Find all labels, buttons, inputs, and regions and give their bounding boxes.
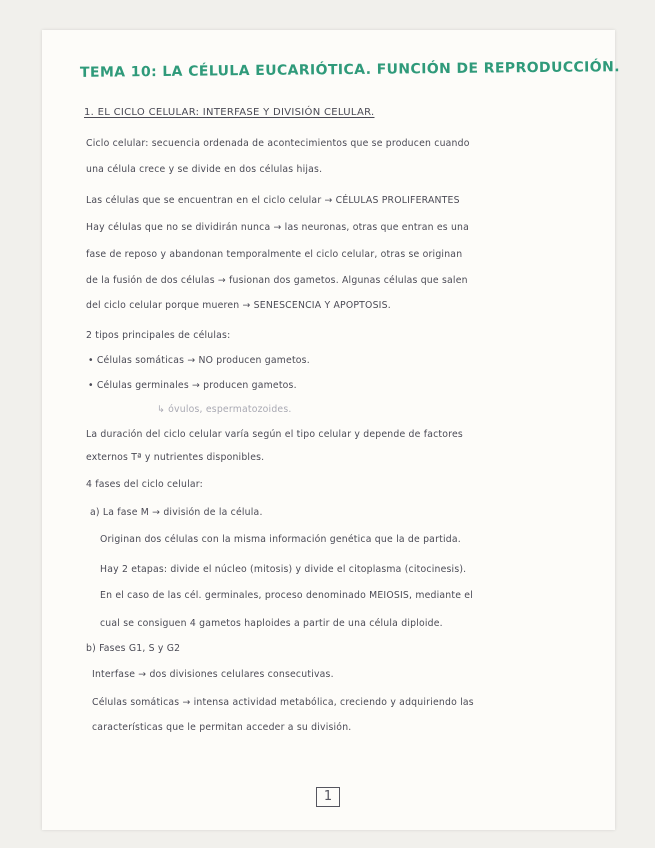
subsection-heading: b) Fases G1, S y G2	[86, 643, 181, 654]
text-line: Células somáticas → intensa actividad metabólica, creciendo y adquiriendo las	[92, 697, 474, 708]
text-line: 2 tipos principales de células:	[86, 330, 231, 341]
subsection-heading: a) La fase M → división de la célula.	[90, 507, 263, 518]
text-line: del ciclo celular porque mueren → SENESCENCIA Y APOPTOSIS.	[86, 300, 391, 311]
text-line: fase de reposo y abandonan temporalmente el ciclo celular, otras se originan	[86, 249, 463, 260]
text-line: Hay 2 etapas: divide el núcleo (mitosis) y divide el citoplasma (citocinesis).	[100, 564, 467, 575]
text-line: externos Tª y nutrientes disponibles.	[86, 452, 265, 463]
text-line: características que le permitan acceder a su división.	[92, 722, 352, 733]
text-line: 4 fases del ciclo celular:	[86, 479, 203, 490]
text-line: de la fusión de dos células → fusionan dos gametos. Algunas células que salen	[86, 275, 468, 286]
text-line: Hay células que no se dividirán nunca → las neuronas, otras que entran es una	[86, 222, 470, 233]
page-title: TEMA 10: LA CÉLULA EUCARIÓTICA. FUNCIÓN DE REPRODUCCIÓN.	[79, 59, 620, 81]
text-line: Interfase → dos divisiones celulares consecutivas.	[92, 669, 334, 680]
list-item: • Células somáticas → NO producen gametos.	[88, 355, 310, 366]
text-line: Las células que se encuentran en el ciclo celular → CÉLULAS PROLIFERANTES	[86, 195, 460, 206]
list-sub-item: ↳ óvulos, espermatozoides.	[157, 404, 292, 415]
text-line: La duración del ciclo celular varía según el tipo celular y depende de factores	[86, 429, 463, 440]
list-item: • Células germinales → producen gametos.	[88, 380, 297, 391]
text-line: Originan dos células con la misma información genética que la de partida.	[100, 534, 461, 545]
text-line: Ciclo celular: secuencia ordenada de acontecimientos que se producen cuando	[86, 138, 470, 149]
text-line: cual se consiguen 4 gametos haploides a partir de una célula diploide.	[100, 618, 443, 629]
text-line: una célula crece y se divide en dos células hijas.	[86, 164, 323, 175]
notebook-page	[42, 30, 620, 830]
text-line: En el caso de las cél. germinales, proceso denominado MEIOSIS, mediante el	[100, 590, 474, 601]
page-number: 1	[316, 787, 340, 807]
section-heading: 1. EL CICLO CELULAR: INTERFASE Y DIVISIÓN CELULAR.	[84, 107, 375, 118]
